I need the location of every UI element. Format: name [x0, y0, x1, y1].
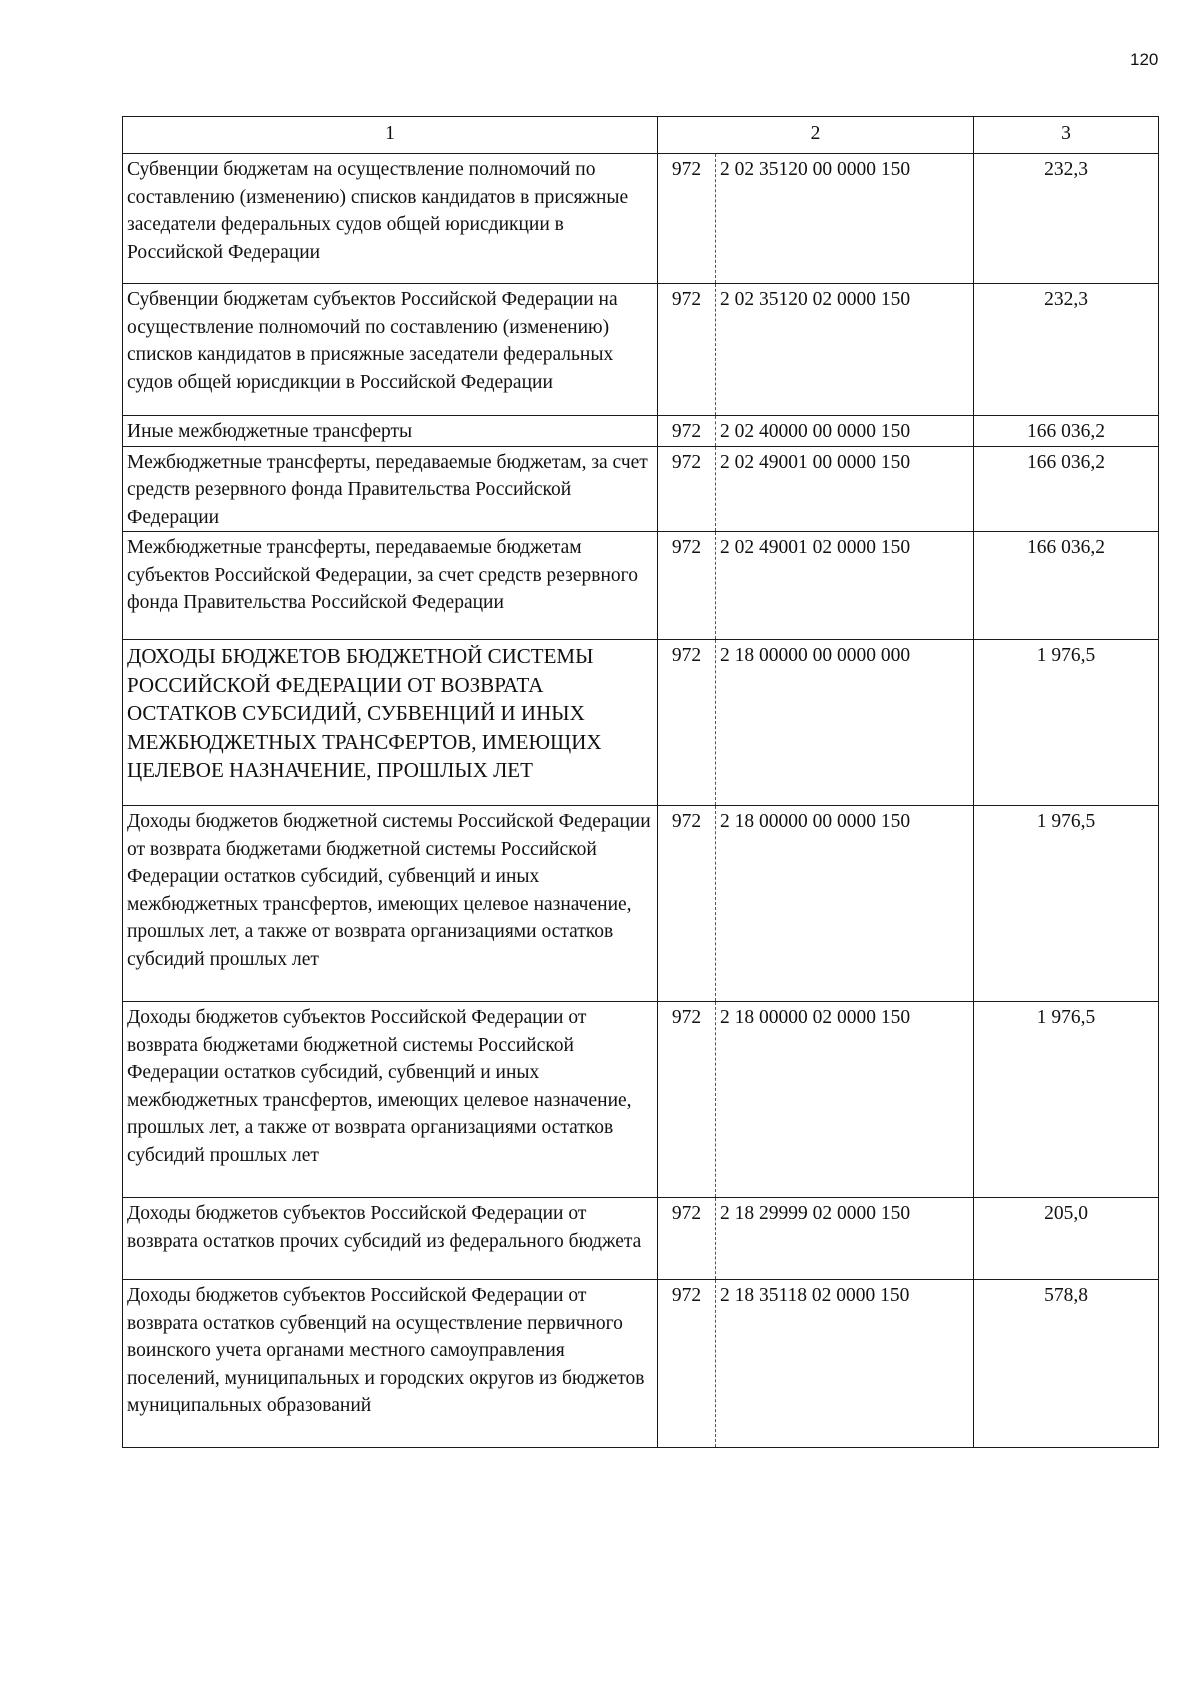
table-row — [123, 1198, 1159, 1280]
amount-cell: 232,3 — [974, 284, 1159, 416]
revenue-name-cell: Доходы бюджетов субъектов Российской Федерации от возврата остатков прочих субсидий из федерального бюджета — [123, 1198, 658, 1280]
table-row — [123, 154, 1159, 284]
admin-code-cell: 972 — [658, 1002, 716, 1198]
amount-cell: 166 036,2 — [974, 532, 1159, 640]
table-row — [123, 416, 1159, 447]
table-row — [123, 446, 1159, 532]
admin-code-cell: 972 — [658, 1198, 716, 1280]
table-row — [123, 806, 1159, 1002]
admin-code-cell: 972 — [658, 640, 716, 806]
admin-code-cell: 972 — [658, 1280, 716, 1448]
amount-cell: 578,8 — [974, 1280, 1159, 1448]
budget-code-cell: 2 02 49001 00 0000 150 — [716, 446, 974, 532]
table-row — [123, 640, 1159, 806]
admin-code-cell: 972 — [658, 532, 716, 640]
budget-revenue-table — [122, 116, 1159, 1448]
table-header-row — [123, 117, 1159, 154]
table-row — [123, 284, 1159, 416]
admin-code-cell: 972 — [658, 154, 716, 284]
revenue-name-cell: Доходы бюджетов бюджетной системы Российской Федерации от возврата бюджетами бюджетной системы Российской Федерации остатков субсидий, субвенций и иных межбюджетных трансфертов, имеющих целевое назначение, прошлых лет, а также от возврата организациями остатков субсидий прошлых лет — [123, 806, 658, 1002]
amount-cell: 1 976,5 — [974, 806, 1159, 1002]
amount-cell: 166 036,2 — [974, 446, 1159, 532]
revenue-name-cell: ДОХОДЫ БЮДЖЕТОВ БЮДЖЕТНОЙ СИСТЕМЫ РОССИЙСКОЙ ФЕДЕРАЦИИ ОТ ВОЗВРАТА ОСТАТКОВ СУБСИДИЙ, СУБВЕНЦИЙ И ИНЫХ МЕЖБЮДЖЕТНЫХ ТРАНСФЕРТОВ, ИМЕЮЩИХ ЦЕЛЕВОЕ НАЗНАЧЕНИЕ, ПРОШЛЫХ ЛЕТ — [123, 640, 658, 806]
admin-code-cell: 972 — [658, 416, 716, 447]
revenue-name-cell: Межбюджетные трансферты, передаваемые бюджетам субъектов Российской Федерации, за счет средств резервного фонда Правительства Российской Федерации — [123, 532, 658, 640]
column-header-2: 2 — [658, 117, 974, 154]
admin-code-cell: 972 — [658, 806, 716, 1002]
table-row — [123, 532, 1159, 640]
amount-cell: 166 036,2 — [974, 416, 1159, 447]
admin-code-cell: 972 — [658, 446, 716, 532]
revenue-name-cell: Доходы бюджетов субъектов Российской Федерации от возврата бюджетами бюджетной системы Российской Федерации остатков субсидий, субвенций и иных межбюджетных трансфертов, имеющих целевое назначение, прошлых лет, а также от возврата организациями остатков субсидий прошлых лет — [123, 1002, 658, 1198]
budget-code-cell: 2 18 00000 00 0000 150 — [716, 806, 974, 1002]
column-header-1: 1 — [123, 117, 658, 154]
table-row — [123, 1002, 1159, 1198]
revenue-name-cell: Межбюджетные трансферты, передаваемые бюджетам, за счет средств резервного фонда Правительства Российской Федерации — [123, 446, 658, 532]
budget-code-cell: 2 18 00000 00 0000 000 — [716, 640, 974, 806]
amount-cell: 232,3 — [974, 154, 1159, 284]
table-row — [123, 1280, 1159, 1448]
revenue-name-cell: Иные межбюджетные трансферты — [123, 416, 658, 447]
admin-code-cell: 972 — [658, 284, 716, 416]
budget-code-cell: 2 18 29999 02 0000 150 — [716, 1198, 974, 1280]
amount-cell: 205,0 — [974, 1198, 1159, 1280]
revenue-name-cell: Доходы бюджетов субъектов Российской Федерации от возврата остатков субвенций на осуществление первичного воинского учета органами местного самоуправления поселений, муниципальных и городских округов из бюджетов муниципальных образований — [123, 1280, 658, 1448]
revenue-name-cell: Субвенции бюджетам субъектов Российской Федерации на осуществление полномочий по составлению (изменению) списков кандидатов в присяжные заседатели федеральных судов общей юрисдикции в Российской Федерации — [123, 284, 658, 416]
revenue-name-cell: Субвенции бюджетам на осуществление полномочий по составлению (изменению) списков кандидатов в присяжные заседатели федеральных судов общей юрисдикции в Российской Федерации — [123, 154, 658, 284]
column-header-3: 3 — [974, 117, 1159, 154]
budget-code-cell: 2 18 00000 02 0000 150 — [716, 1002, 974, 1198]
amount-cell: 1 976,5 — [974, 640, 1159, 806]
amount-cell: 1 976,5 — [974, 1002, 1159, 1198]
budget-code-cell: 2 02 35120 02 0000 150 — [716, 284, 974, 416]
budget-code-cell: 2 02 49001 02 0000 150 — [716, 532, 974, 640]
page-number: 120 — [1130, 50, 1159, 69]
budget-code-cell: 2 18 35118 02 0000 150 — [716, 1280, 974, 1448]
budget-code-cell: 2 02 40000 00 0000 150 — [716, 416, 974, 447]
budget-code-cell: 2 02 35120 00 0000 150 — [716, 154, 974, 284]
